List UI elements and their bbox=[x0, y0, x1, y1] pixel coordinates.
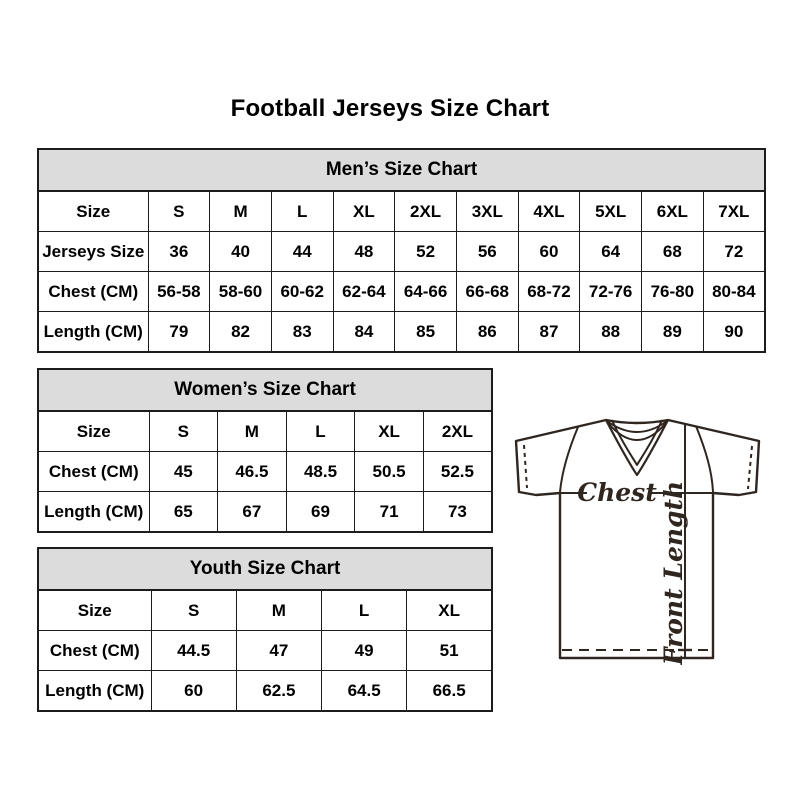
womens-cell: 67 bbox=[218, 492, 287, 533]
mens-row-2 bbox=[38, 272, 765, 312]
mens-cell: 72 bbox=[703, 232, 765, 272]
chest-label: Chest bbox=[577, 478, 657, 507]
womens-cell: S bbox=[149, 411, 218, 452]
mens-cell: 89 bbox=[642, 312, 704, 353]
jersey-outline bbox=[516, 420, 759, 658]
womens-cell: 71 bbox=[355, 492, 424, 533]
womens-cell: 65 bbox=[149, 492, 218, 533]
mens-cell: 62-64 bbox=[333, 272, 395, 312]
youth-cell: 47 bbox=[236, 631, 321, 671]
youth-row-2 bbox=[38, 671, 492, 712]
mens-cell: 58-60 bbox=[210, 272, 272, 312]
mens-cell: 83 bbox=[271, 312, 333, 353]
youth-cell: S bbox=[151, 590, 236, 631]
mens-cell: 60-62 bbox=[271, 272, 333, 312]
mens-cell: 88 bbox=[580, 312, 642, 353]
mens-row-0 bbox=[38, 191, 765, 232]
mens-cell: M bbox=[210, 191, 272, 232]
youth-row-0 bbox=[38, 590, 492, 631]
mens-cell: 64-66 bbox=[395, 272, 457, 312]
mens-cell: 76-80 bbox=[642, 272, 704, 312]
youth-row-1 bbox=[38, 631, 492, 671]
youth-row-label: Chest (CM) bbox=[38, 631, 151, 671]
womens-size-table bbox=[37, 368, 493, 533]
youth-cell: 64.5 bbox=[322, 671, 407, 712]
youth-cell: 66.5 bbox=[407, 671, 492, 712]
womens-cell: 50.5 bbox=[355, 452, 424, 492]
youth-row-label: Length (CM) bbox=[38, 671, 151, 712]
youth-cell: L bbox=[322, 590, 407, 631]
mens-cell: 5XL bbox=[580, 191, 642, 232]
mens-row-label: Size bbox=[38, 191, 148, 232]
youth-cell: M bbox=[236, 590, 321, 631]
mens-cell: 48 bbox=[333, 232, 395, 272]
mens-cell: 80-84 bbox=[703, 272, 765, 312]
mens-row-1 bbox=[38, 232, 765, 272]
womens-cell: 48.5 bbox=[286, 452, 355, 492]
mens-cell: 52 bbox=[395, 232, 457, 272]
mens-cell: 79 bbox=[148, 312, 210, 353]
mens-cell: 84 bbox=[333, 312, 395, 353]
mens-cell: 7XL bbox=[703, 191, 765, 232]
youth-row-label: Size bbox=[38, 590, 151, 631]
youth-cell: 44.5 bbox=[151, 631, 236, 671]
womens-cell: M bbox=[218, 411, 287, 452]
page-title: Football Jerseys Size Chart bbox=[230, 95, 550, 122]
womens-row-label: Size bbox=[38, 411, 149, 452]
mens-cell: 90 bbox=[703, 312, 765, 353]
mens-cell: 66-68 bbox=[456, 272, 518, 312]
youth-size-table bbox=[37, 547, 493, 712]
mens-cell: 56-58 bbox=[148, 272, 210, 312]
mens-cell: XL bbox=[333, 191, 395, 232]
mens-cell: 40 bbox=[210, 232, 272, 272]
womens-cell: 69 bbox=[286, 492, 355, 533]
youth-cell: 49 bbox=[322, 631, 407, 671]
mens-cell: 36 bbox=[148, 232, 210, 272]
youth-cell: 51 bbox=[407, 631, 492, 671]
mens-row-label: Length (CM) bbox=[38, 312, 148, 353]
womens-cell: 45 bbox=[149, 452, 218, 492]
mens-cell: 72-76 bbox=[580, 272, 642, 312]
youth-cell: 62.5 bbox=[236, 671, 321, 712]
mens-cell: 4XL bbox=[518, 191, 580, 232]
mens-cell: L bbox=[271, 191, 333, 232]
mens-cell: 64 bbox=[580, 232, 642, 272]
mens-size-table bbox=[37, 148, 766, 353]
womens-row-0 bbox=[38, 411, 492, 452]
womens-row-label: Chest (CM) bbox=[38, 452, 149, 492]
mens-cell: 86 bbox=[456, 312, 518, 353]
youth-cell: XL bbox=[407, 590, 492, 631]
youth-table-title: Youth Size Chart bbox=[38, 548, 492, 590]
mens-cell: 85 bbox=[395, 312, 457, 353]
youth-cell: 60 bbox=[151, 671, 236, 712]
womens-cell: 52.5 bbox=[423, 452, 492, 492]
mens-cell: S bbox=[148, 191, 210, 232]
womens-cell: L bbox=[286, 411, 355, 452]
mens-cell: 68 bbox=[642, 232, 704, 272]
womens-cell: 46.5 bbox=[218, 452, 287, 492]
mens-row-3 bbox=[38, 312, 765, 353]
womens-cell: 2XL bbox=[423, 411, 492, 452]
mens-cell: 3XL bbox=[456, 191, 518, 232]
mens-cell: 82 bbox=[210, 312, 272, 353]
womens-table bbox=[37, 368, 493, 533]
womens-table-title: Women’s Size Chart bbox=[38, 369, 492, 411]
front-length-label: Front Length bbox=[659, 480, 688, 665]
mens-cell: 56 bbox=[456, 232, 518, 272]
mens-cell: 2XL bbox=[395, 191, 457, 232]
womens-cell: 73 bbox=[423, 492, 492, 533]
womens-row-1 bbox=[38, 452, 492, 492]
mens-cell: 6XL bbox=[642, 191, 704, 232]
youth-table bbox=[37, 547, 493, 712]
womens-cell: XL bbox=[355, 411, 424, 452]
womens-row-label: Length (CM) bbox=[38, 492, 149, 533]
mens-table-title: Men’s Size Chart bbox=[38, 149, 765, 191]
mens-cell: 87 bbox=[518, 312, 580, 353]
womens-row-2 bbox=[38, 492, 492, 533]
mens-cell: 68-72 bbox=[518, 272, 580, 312]
jersey-measurement-diagram bbox=[498, 413, 774, 665]
mens-row-label: Jerseys Size bbox=[38, 232, 148, 272]
mens-cell: 60 bbox=[518, 232, 580, 272]
mens-table bbox=[37, 148, 766, 353]
mens-row-label: Chest (CM) bbox=[38, 272, 148, 312]
mens-cell: 44 bbox=[271, 232, 333, 272]
